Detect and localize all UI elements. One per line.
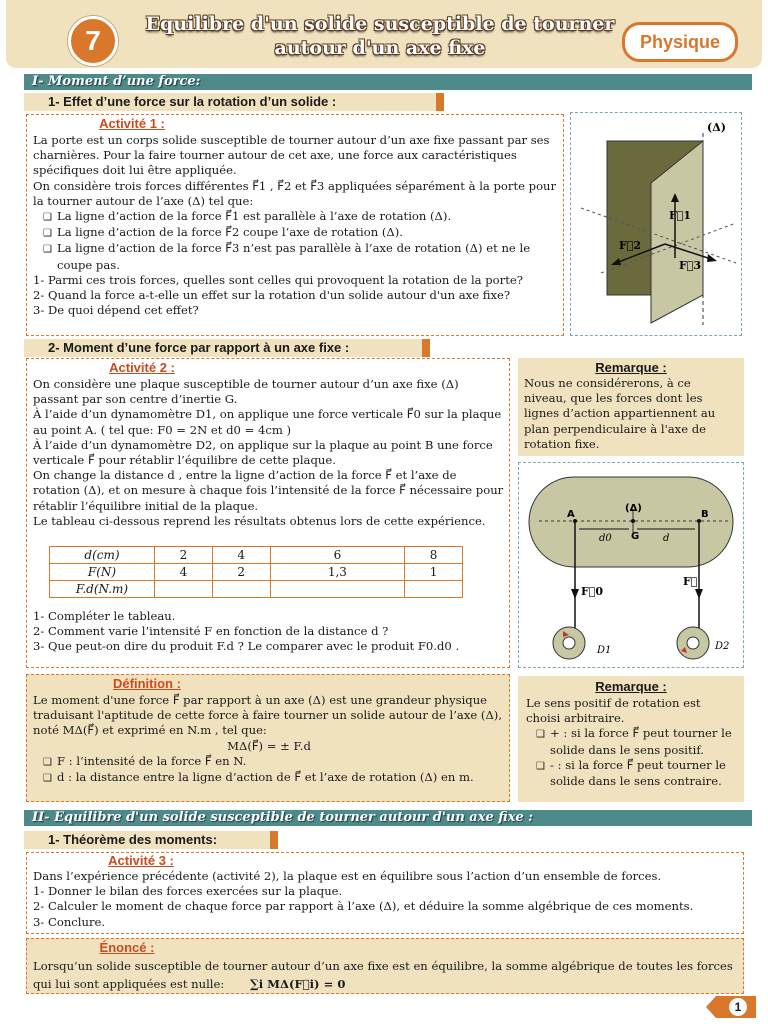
- plate-axis-label: (Δ): [625, 503, 642, 514]
- table-cell: [155, 581, 213, 598]
- activity-1-title: Activité 1 :: [99, 116, 165, 131]
- door-force-f1-label: F⃗1: [669, 209, 692, 222]
- section-1-title: I- Moment d’une force:: [24, 74, 752, 90]
- activity-3-question-3: 3- Conclure.: [33, 914, 106, 929]
- table-row: [50, 547, 463, 564]
- subsection-2-1-title: 1- Théorème des moments:: [24, 831, 278, 849]
- plate-point-a-label: A: [567, 509, 575, 520]
- door-force-f3-label: F⃗3: [679, 259, 702, 272]
- definition-box: [26, 674, 510, 802]
- activity-3-box: [26, 852, 744, 934]
- subsection-1-1-title: 1- Effet d’une force sur la rotation d’un solide :: [24, 93, 444, 111]
- plate-point-g-label: G: [631, 531, 640, 542]
- plate-figure-box: [518, 462, 744, 668]
- activity-2-title: Activité 2 :: [109, 360, 175, 375]
- results-table: [49, 546, 463, 598]
- activity-3-question-2: 2- Calculer le moment de chaque force par rapport à l’axe (Δ), et déduire la somme algébrique de ces moments.: [33, 899, 694, 914]
- activity-1-bullet-3: ❑ La ligne d’action de la force F⃗3 n’est pas parallèle à l’axe de rotation (Δ) et ne le coupe pas.: [33, 241, 559, 272]
- activity-1-question-3: 3- De quoi dépend cet effet?: [33, 303, 199, 318]
- remark-1-box: [518, 358, 744, 456]
- moment-formula: MΔ(F⃗) = ± F.d: [227, 738, 311, 753]
- activity-2-question-3: 3- Que peut-on dire du produit F.d ? Le comparer avec le produit F0.d0 .: [33, 639, 460, 654]
- remark-2-title: Remarque :: [595, 679, 667, 694]
- activity-2-paragraph-3: À l’aide d’un dynamomètre D2, on applique sur la plaque au point B une force verticale F⃗ pour rétablir l’équilibre de cette plaque.: [33, 437, 493, 468]
- activity-1-question-1: 1- Parmi ces trois forces, quelles sont celles qui provoquent la rotation de la porte?: [33, 272, 523, 287]
- table-row-label: F.d(N.m): [50, 581, 155, 598]
- activity-2-paragraph-1: On considère une plaque susceptible de tourner autour d’un axe fixe (Δ) passant par son centre d’inertie G.: [33, 377, 459, 407]
- page-number: 1: [729, 998, 747, 1016]
- table-cell: 1: [405, 564, 463, 581]
- table-cell: 4: [212, 547, 270, 564]
- activity-1-bullet-2: ❑ La ligne d’action de la force F⃗2 coupe l’axe de rotation (Δ).: [33, 225, 559, 241]
- remark-1-text: Nous ne considérerons, à ce niveau, que les forces dont les lignes d’action appartiennent au plan perpendiculaire à l'axe de rotation fixe.: [524, 376, 716, 451]
- activity-2-question-2: 2- Comment varie l’intensité F en fonction de la distance d ?: [33, 624, 389, 639]
- table-cell: [270, 581, 404, 598]
- subject-badge: Physique: [622, 22, 738, 62]
- plate-f-label: F⃗: [683, 575, 698, 588]
- dynamometer-d1-label: D1: [597, 645, 612, 656]
- moments-theorem-formula: ∑i MΔ(F⃗i) = 0: [249, 977, 346, 991]
- activity-3-question-1: 1- Donner le bilan des forces exercées sur la plaque.: [33, 884, 343, 899]
- statement-paragraph: Lorsqu’un solide susceptible de tourner autour d’un axe fixe est en équilibre, la somme algébrique de toutes les forces qui lui sont appliquées est nulle:: [33, 959, 733, 991]
- activity-2-box: [26, 358, 510, 668]
- table-row: [50, 564, 463, 581]
- plate-d0-label: d0: [599, 533, 612, 544]
- table-cell: [405, 581, 463, 598]
- table-row-label: F(N): [50, 564, 155, 581]
- activity-2-paragraph-4: On change la distance d , entre la ligne d’action de la force F⃗ et l’axe de rotation (Δ), et on mesure à chaque fois l’intensité de la force F⃗ nécessaire pour rétablir l’équilibre initial de la plaque.: [33, 468, 504, 513]
- plate-f0-label: F⃗0: [581, 585, 604, 598]
- activity-1-paragraph-2: On considère trois forces différentes F⃗1 , F⃗2 et F⃗3 appliquées séparément à la porte pour la tourner autour de l’axe (Δ) tel que:: [33, 178, 557, 208]
- statement-box: [26, 938, 744, 994]
- activity-3-title: Activité 3 :: [108, 853, 174, 868]
- statement-title: Énoncé :: [99, 940, 155, 955]
- activity-3-paragraph: Dans l’expérience précédente (activité 2), la plaque est en équilibre sous l’action d’un ensemble de forces.: [33, 869, 662, 883]
- table-cell: 4: [155, 564, 213, 581]
- definition-paragraph: Le moment d'une force F⃗ par rapport à un axe (Δ) est une grandeur physique traduisant l'aptitude de cette force à faire tourner un solide autour de l’axe (Δ), noté MΔ(F⃗) et exprimé en N.m , tel que:: [33, 693, 503, 738]
- table-cell: 8: [405, 547, 463, 564]
- table-cell: 6: [270, 547, 404, 564]
- table-cell: [212, 581, 270, 598]
- door-force-f2-label: F⃗2: [619, 239, 642, 252]
- activity-1-paragraph-1: La porte est un corps solide susceptible de tourner autour d’un axe fixe passant par ses charnières. Pour la faire tourner autour de cet axe, une force aux caractéristiques spécifiques doit lui être appliquée.: [33, 133, 550, 178]
- table-row: [50, 581, 463, 598]
- remark-2-bullet-2: ❑ - : si la force F⃗ peut tourner le solide dans le sens contraire.: [526, 758, 738, 789]
- table-cell: 2: [212, 564, 270, 581]
- plate-point-b-label: B: [701, 509, 709, 520]
- door-figure: [571, 113, 741, 335]
- remark-2-bullet-1: ❑ + : si la force F⃗ peut tourner le solide dans le sens positif.: [526, 726, 738, 757]
- dynamometer-d2-label: D2: [715, 641, 730, 652]
- chapter-number-badge: 7: [68, 16, 118, 66]
- door-figure-box: [570, 112, 742, 336]
- page-title: Equilibre d'un solide susceptible de tourner autour d'un axe fixe: [145, 13, 615, 59]
- subsection-1-2-title: 2- Moment d’une force par rapport à un axe fixe :: [24, 339, 430, 357]
- definition-bullet-1: ❑ F : l’intensité de la force F⃗ en N.: [33, 754, 505, 770]
- remark-2-box: [518, 676, 744, 802]
- activity-1-question-2: 2- Quand la force a-t-elle un effet sur la rotation d'un solide autour d'un axe fixe?: [33, 288, 511, 303]
- section-2-title: II- Equilibre d'un solide susceptible de tourner autour d'un axe fixe :: [24, 810, 752, 826]
- activity-2-paragraph-2: À l’aide d’un dynamomètre D1, on applique une force verticale F⃗0 sur la plaque au point A. ( tel que: F0 = 2N et d0 = 4cm ): [33, 407, 502, 437]
- table-row-label: d(cm): [50, 547, 155, 564]
- remark-1-title: Remarque :: [595, 360, 667, 375]
- plate-figure: [519, 463, 743, 667]
- activity-1-bullet-1: ❑ La ligne d’action de la force F⃗1 est parallèle à l’axe de rotation (Δ).: [33, 209, 559, 225]
- door-axis-label: (Δ): [707, 121, 726, 134]
- remark-2-paragraph: Le sens positif de rotation est choisi arbitraire.: [526, 696, 701, 726]
- definition-title: Définition :: [113, 676, 181, 691]
- definition-bullet-2: ❑ d : la distance entre la ligne d’action de F⃗ et l’axe de rotation (Δ) en m.: [33, 770, 505, 786]
- plate-d-label: d: [663, 533, 670, 544]
- table-cell: 2: [155, 547, 213, 564]
- activity-1-box: [26, 114, 564, 336]
- activity-2-question-1: 1- Compléter le tableau.: [33, 609, 176, 623]
- activity-2-paragraph-5: Le tableau ci-dessous reprend les résultats obtenus lors de cette expérience.: [33, 513, 486, 528]
- table-cell: 1,3: [270, 564, 404, 581]
